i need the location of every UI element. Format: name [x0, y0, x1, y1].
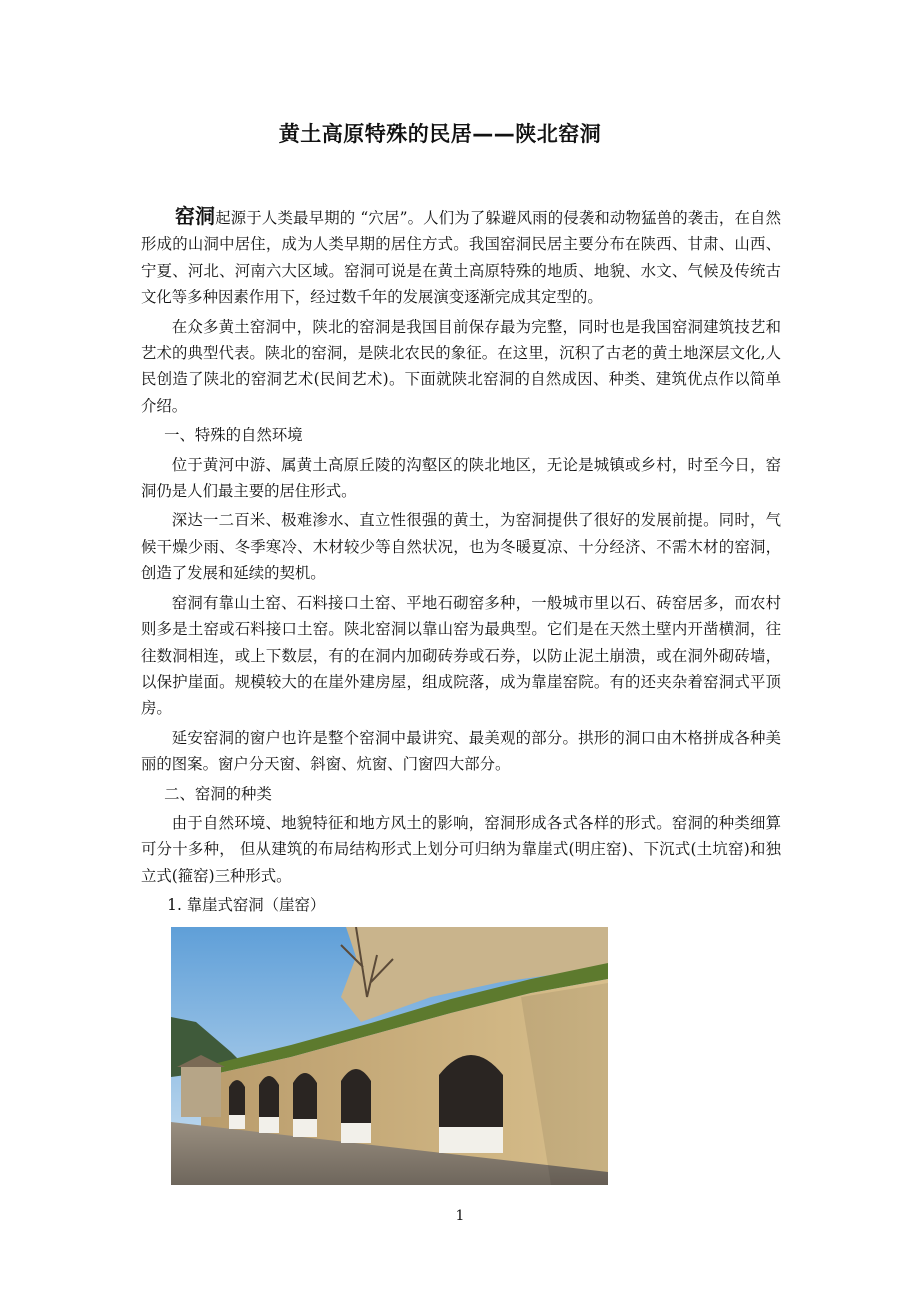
subheading-1: 1. 靠崖式窑洞（崖窑） [167, 896, 326, 915]
paragraph-5: 窑洞有靠山土窑、石料接口土窑、平地石砌窑多种，一般城市里以石、砖窑居多，而农村则多是土窑或石料接口土窑。陕北窑洞以靠山窑为最典型。它们是在天然土壁内开凿横洞，往往数洞相连，或上下数层，有的在洞内加砌砖券或石券，以防止泥土崩溃，或在洞外砌砖墙，以保护崖面。规模较大的在崖外建房屋，组成院落，成为靠崖窑院。有的还夹杂着窑洞式平顶房。 [141, 593, 781, 718]
intro-text: 起源于人类最早期的 “穴居”。人们为了躲避风雨的侵袭和动物猛兽的袭击，在自然形成的山洞中居住，成为人类早期的居住方式。我国窑洞民居主要分布在陕西、甘肃、山西、宁夏、河北、河南六大区域。窑洞可说是在黄土高原特殊的地质、地貌、水文、气候及传统古文化等多种因素作用下，经过数千年的发展演变逐渐完成其定型的。 [141, 209, 781, 307]
intro-lead-word: 窑洞 [174, 204, 216, 228]
paragraph-3: 位于黄河中游、属黄土高原丘陵的沟壑区的陕北地区，无论是城镇或乡村，时至今日，窑洞仍是人们最主要的居住形式。 [141, 455, 781, 501]
paragraph-4: 深达一二百米、极难渗水、直立性很强的黄土，为窑洞提供了很好的发展前提。同时，气候干燥少雨、冬季寒冷、木材较少等自然状况，也为冬暖夏凉、十分经济、不需木材的窑洞，创造了发展和延续的契机。 [141, 511, 781, 583]
section-heading-2: 二、窑洞的种类 [164, 784, 272, 803]
paragraph-2: 在众多黄土窑洞中，陕北的窑洞是我国目前保存最为完整，同时也是我国窑洞建筑技艺和艺术的典型代表。陕北的窑洞，是陕北农民的象征。在这里，沉积了古老的黄土地深层文化,人民创造了陕北的窑洞艺术(民间艺术)。下面就陕北窑洞的自然成因、种类、建筑优点作以简单介绍。 [141, 317, 781, 415]
section-heading-1: 一、特殊的自然环境 [164, 426, 303, 445]
page-number: 1 [455, 1208, 465, 1224]
paragraph-6: 延安窑洞的窗户也许是整个窑洞中最讲究、最美观的部分。拱形的洞口由木格拼成各种美丽的图案。窗户分天窗、斜窗、炕窗、门窗四大部分。 [141, 728, 781, 774]
intro-paragraph [141, 203, 781, 311]
cave-dwelling-photo [171, 927, 608, 1185]
body-text [141, 203, 781, 922]
document-title: 黄土高原特殊的民居——陕北窑洞 [278, 122, 602, 146]
paragraph-7: 由于自然环境、地貌特征和地方风土的影响，窑洞形成各式各样的形式。窑洞的种类细算可分十多种， 但从建筑的布局结构形式上划分可归纳为靠崖式(明庄窑)、下沉式(土坑窑)和独立式(箍窑)三种形式。 [141, 813, 781, 885]
